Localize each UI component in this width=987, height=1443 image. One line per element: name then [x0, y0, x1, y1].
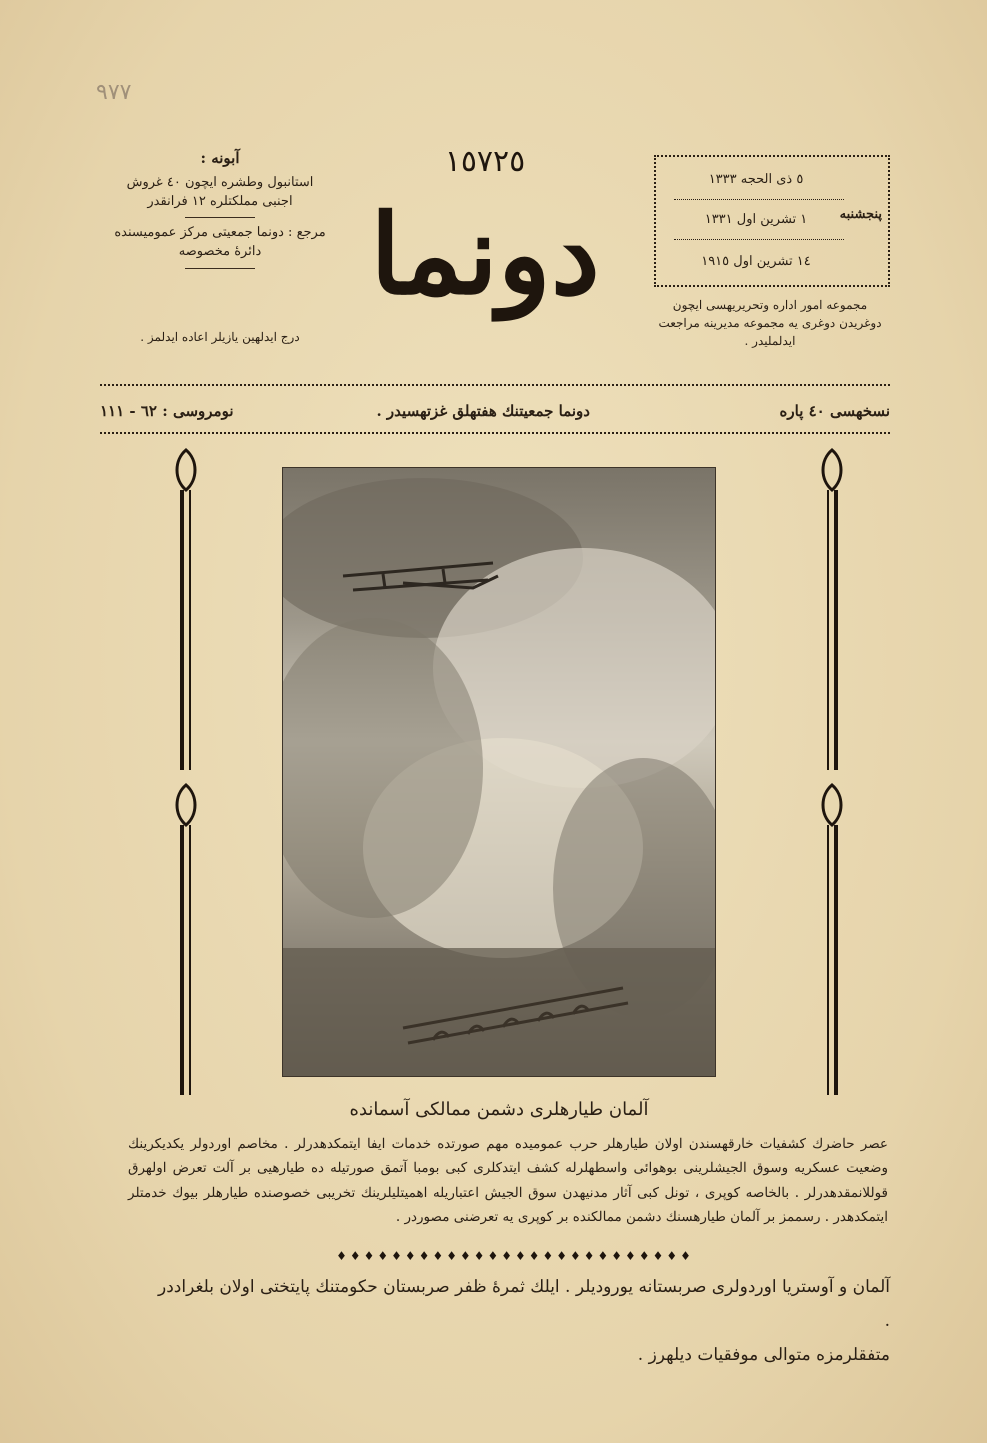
subscription-block [110, 148, 330, 358]
gregorian-date: ١٤ تشرين اول ١٩١٥ [701, 254, 811, 269]
masthead-flourish: ١٥٧٢٥ [444, 144, 526, 179]
reference-line: دائرهٔ مخصوصه [178, 244, 262, 260]
bottom-rule [100, 432, 890, 436]
rumi-date: ١ تشرين اول ١٣٣١ [704, 212, 808, 227]
divider [674, 239, 844, 241]
hijri-date: ٥ ذی الحجه ١٣٣٣ [708, 172, 804, 187]
weekday: پنجشنبه [839, 207, 882, 222]
divider [185, 217, 255, 218]
biplane-over-bridge-icon [283, 468, 716, 1077]
news-block [150, 1270, 890, 1365]
divider [674, 199, 844, 201]
top-rule [100, 384, 890, 388]
subscription-title: آبونه : [200, 149, 240, 167]
article-body: عصر حاضرك كشفيات خارقهسندن اولان طيارهلر حرب عموميده مهم صورتده خدمات ايفا ايتمكدهدرلر . مخاصم اوردولر يكديكرينك وضعيت عسكريه وسوق الجيشلرينی بوهوائی واسطهلرله كشف ايتدكلری كبی بومبا آتمق صورتيله ده طيارهيی بر آلت تعرض اولهرق قوللانمقدهدرلر . بالخاصه كوپری ، تونل كبی آثار مدنيهدن سوق الجيش اعتباريله اهميتليلرينك تخريبی خصوصنده طيارهلر بيوك خدمتلر ايتمكدهدر . رسممز بر آلمان طيارهسنك دشمن ممالكنده بر كوپری يه تعرضنی مصوردر . [128, 1136, 888, 1225]
illustration-caption: آلمان طيارهلری دشمن ممالكی آسمانده [349, 1099, 649, 1120]
slogan-label: دونما جمعيتنك هفتهلق غزتهسيدر . [376, 402, 590, 420]
news-line: آلمان و آوستريا اوردولری صربستانه يوروديلر . ايلك ثمرهٔ ظفر صربستان حكومتنك پايتختی اولان بلغراددر . [158, 1277, 890, 1331]
masthead-title: دونما [370, 190, 600, 319]
return-policy-note: درج ايدلهين يازيلر اعاده ايدلمز . [140, 330, 300, 344]
news-line: متفقلرمزه متوالی موفقيات ديلهرز . [637, 1345, 890, 1365]
diamond-divider: ♦♦♦♦♦♦♦♦♦♦♦♦♦♦♦♦♦♦♦♦♦♦♦♦♦♦ [336, 1249, 694, 1263]
subscription-line: اجنبی مملکتلره ١٢ فرانقدر [147, 193, 293, 209]
page-number: ٩٧٧ [96, 80, 132, 105]
ornamental-frame-left [168, 440, 204, 1105]
reference-line: مرجع : دونما جمعيتی مرکز عموميسنده [114, 225, 326, 241]
masthead [335, 140, 635, 360]
divider [185, 268, 255, 269]
info-bar [100, 394, 890, 428]
subscription-line: استانبول وطشره ايچون ٤٠ غروش [126, 174, 314, 190]
date-box [654, 155, 890, 287]
biplane-illustration [282, 467, 716, 1077]
admin-note: مجموعه امور اداره وتحريريهسی ايچون دوغريدن دوغری يه مجموعه مديرينه مراجعت ايدلمليدر . [658, 298, 882, 348]
price-label: نسخهسی ٤٠ پاره [779, 402, 890, 420]
ornamental-frame-right [814, 440, 850, 1105]
issue-number: نومروسی : ٦٢ - ١١١ [100, 402, 234, 420]
